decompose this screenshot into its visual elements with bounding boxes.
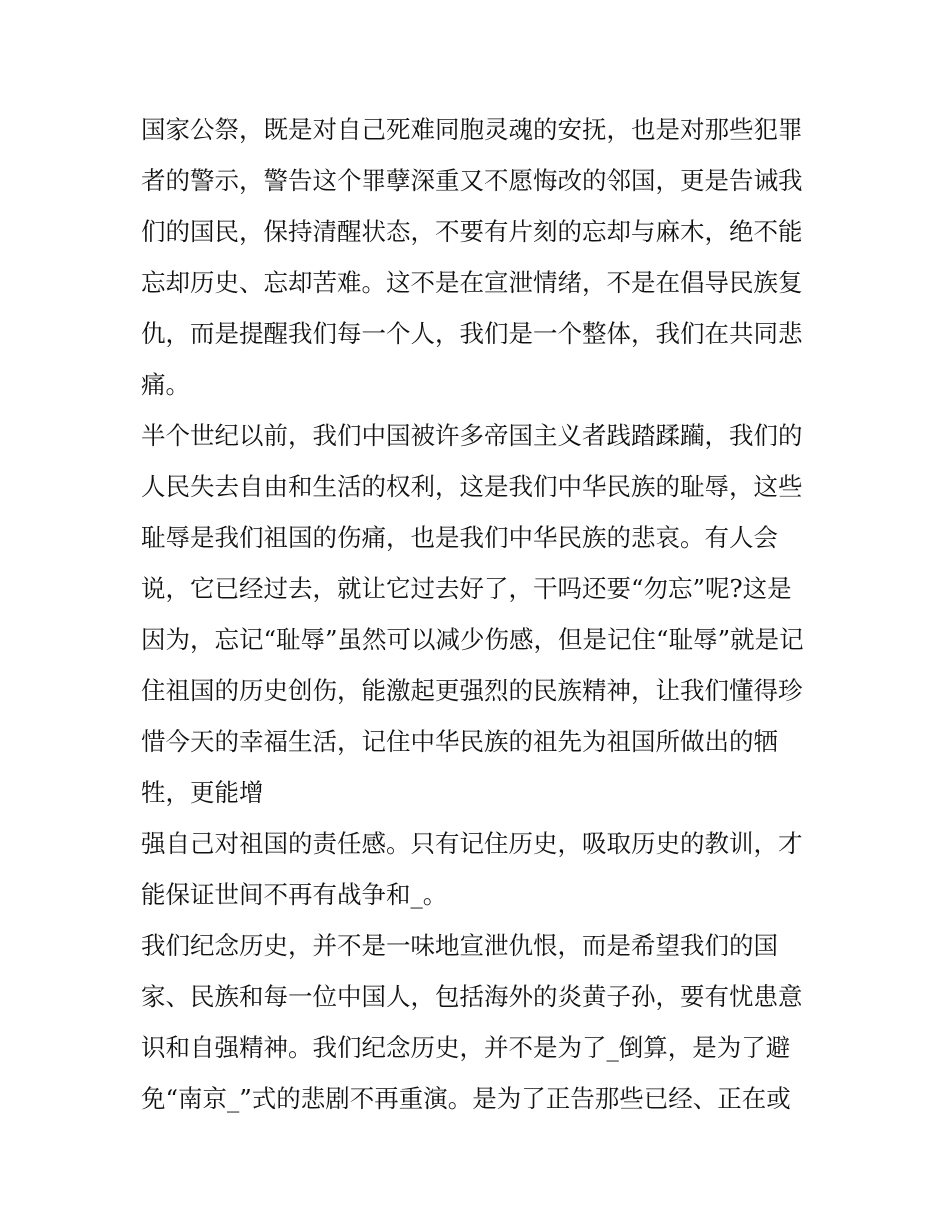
text-line: 者的警示，警告这个罪孽深重又不愿悔改的邻国，更是告诫我 — [141, 166, 803, 195]
text-line: 牲，更能增 — [141, 778, 264, 807]
text-line: 人民失去自由和生活的权利，这是我们中华民族的耻辱，这些 — [141, 472, 803, 501]
text-line: 们的国民，保持清醒状态，不要有片刻的忘却与麻木，绝不能 — [141, 217, 803, 246]
text-line: 忘却历史、忘却苦难。这不是在宣泄情绪，不是在倡导民族复 — [141, 268, 803, 297]
text-line: 强自己对祖国的责任感。只有记住历史，吸取历史的教训，才 — [141, 829, 803, 858]
text-line: 能保证世间不再有战争和_。 — [141, 880, 448, 909]
document-body — [141, 104, 821, 1124]
text-line: 耻辱是我们祖国的伤痛，也是我们中华民族的悲哀。有人会 — [141, 523, 778, 552]
text-line: 说，它已经过去，就让它过去好了，干吗还要“勿忘”呢?这是 — [141, 574, 792, 603]
text-line: 识和自强精神。我们纪念历史，并不是为了_倒算，是为了避 — [141, 1033, 791, 1062]
text-line: 仇，而是提醒我们每一个人，我们是一个整体，我们在共同悲 — [141, 319, 803, 348]
text-line: 家、民族和每一位中国人，包括海外的炎黄子孙，要有忧患意 — [141, 982, 803, 1011]
text-line: 惜今天的幸福生活，记住中华民族的祖先为祖国所做出的牺 — [141, 727, 778, 756]
text-line: 免“南京_”式的悲剧不再重演。是为了正告那些已经、正在或 — [141, 1084, 791, 1113]
text-line: 痛。 — [141, 370, 190, 399]
text-line: 因为，忘记“耻辱”虽然可以减少伤感，但是记住“耻辱”就是记 — [141, 625, 804, 654]
text-line: 国家公祭，既是对自己死难同胞灵魂的安抚，也是对那些犯罪 — [141, 115, 803, 144]
text-line: 半个世纪以前，我们中国被许多帝国主义者践踏蹂躏，我们的 — [141, 421, 803, 450]
text-line: 住祖国的历史创伤，能激起更强烈的民族精神，让我们懂得珍 — [141, 676, 803, 705]
text-line: 我们纪念历史，并不是一味地宣泄仇恨，而是希望我们的国 — [141, 931, 778, 960]
